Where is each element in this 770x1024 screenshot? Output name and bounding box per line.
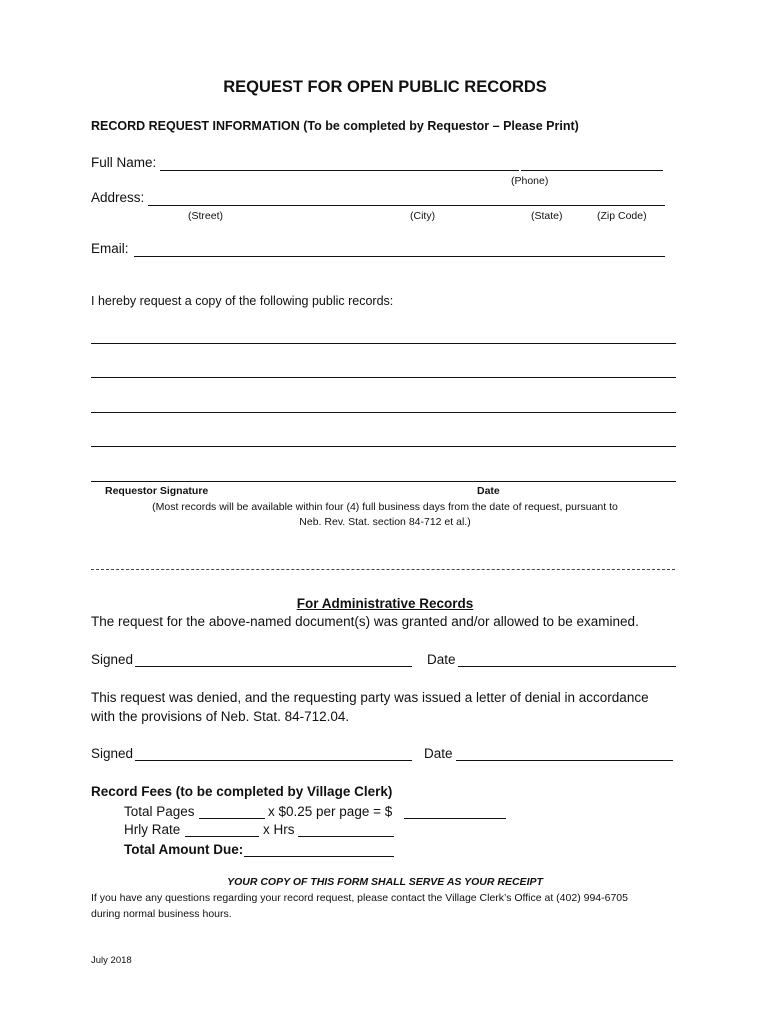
hrs-label: x Hrs [263, 822, 295, 837]
denied-date-field[interactable] [456, 760, 673, 761]
total-due-label: Total Amount Due: [124, 842, 244, 857]
records-line[interactable] [91, 412, 676, 413]
availability-note-line1: (Most records will be available within four (4) full business days from the date of request, pursuant to [152, 501, 618, 513]
total-due-field[interactable] [244, 856, 394, 857]
records-line[interactable] [91, 377, 676, 378]
availability-note-line2: Neb. Rev. Stat. section 84-712 et al.) [299, 516, 471, 528]
address-field[interactable] [148, 205, 665, 206]
phone-field[interactable] [521, 170, 663, 171]
section-heading: RECORD REQUEST INFORMATION (To be completed by Requestor – Please Print) [91, 119, 579, 133]
contact-line2: during normal business hours. [91, 908, 232, 920]
granted-date-label: Date [427, 652, 456, 667]
granted-text: The request for the above-named document(s) was granted and/or allowed to be examined. [91, 614, 639, 629]
cut-divider [91, 569, 675, 570]
receipt-notice: YOUR COPY OF THIS FORM SHALL SERVE AS YOUR RECEIPT [227, 876, 543, 888]
full-name-field[interactable] [160, 170, 519, 171]
total-pages-label: Total Pages [124, 804, 195, 819]
granted-date-field[interactable] [458, 666, 676, 667]
email-field[interactable] [134, 256, 665, 257]
phone-hint: (Phone) [511, 175, 549, 187]
address-label: Address: [91, 190, 145, 205]
full-name-label: Full Name: [91, 155, 157, 170]
zip-hint: (Zip Code) [597, 210, 647, 222]
requestor-signature-label: Requestor Signature [105, 485, 209, 497]
state-hint: (State) [531, 210, 563, 222]
signature-date-line[interactable] [91, 481, 676, 482]
records-line[interactable] [91, 446, 676, 447]
admin-heading: For Administrative Records [296, 596, 474, 611]
granted-signed-label: Signed [91, 652, 134, 667]
total-pages-field[interactable] [199, 818, 265, 819]
denied-signed-label: Signed [91, 746, 134, 761]
page-title: REQUEST FOR OPEN PUBLIC RECORDS [223, 78, 547, 96]
per-page-text: x $0.25 per page = $ [268, 804, 393, 819]
hrs-field[interactable] [298, 836, 394, 837]
fees-heading: Record Fees (to be completed by Village Clerk) [91, 784, 393, 799]
hrly-rate-field[interactable] [185, 836, 259, 837]
footer-date: July 2018 [91, 955, 132, 966]
city-hint: (City) [410, 210, 436, 222]
street-hint: (Street) [188, 210, 224, 222]
hrly-rate-label: Hrly Rate [124, 822, 181, 837]
request-text: I hereby request a copy of the following public records: [91, 294, 394, 308]
denied-date-label: Date [424, 746, 453, 761]
denied-signed-field[interactable] [135, 760, 412, 761]
email-label: Email: [91, 241, 129, 256]
records-line[interactable] [91, 343, 676, 344]
contact-line1: If you have any questions regarding your record request, please contact the Village Clerk’s Office at (402) 994-6705 [91, 892, 628, 904]
pages-amount-field[interactable] [404, 818, 506, 819]
denied-text-line2: with the provisions of Neb. Stat. 84-712.04. [91, 709, 350, 724]
signature-date-label: Date [477, 485, 500, 497]
denied-text-line1: This request was denied, and the requesting party was issued a letter of denial in accordance [91, 690, 649, 705]
granted-signed-field[interactable] [135, 666, 412, 667]
